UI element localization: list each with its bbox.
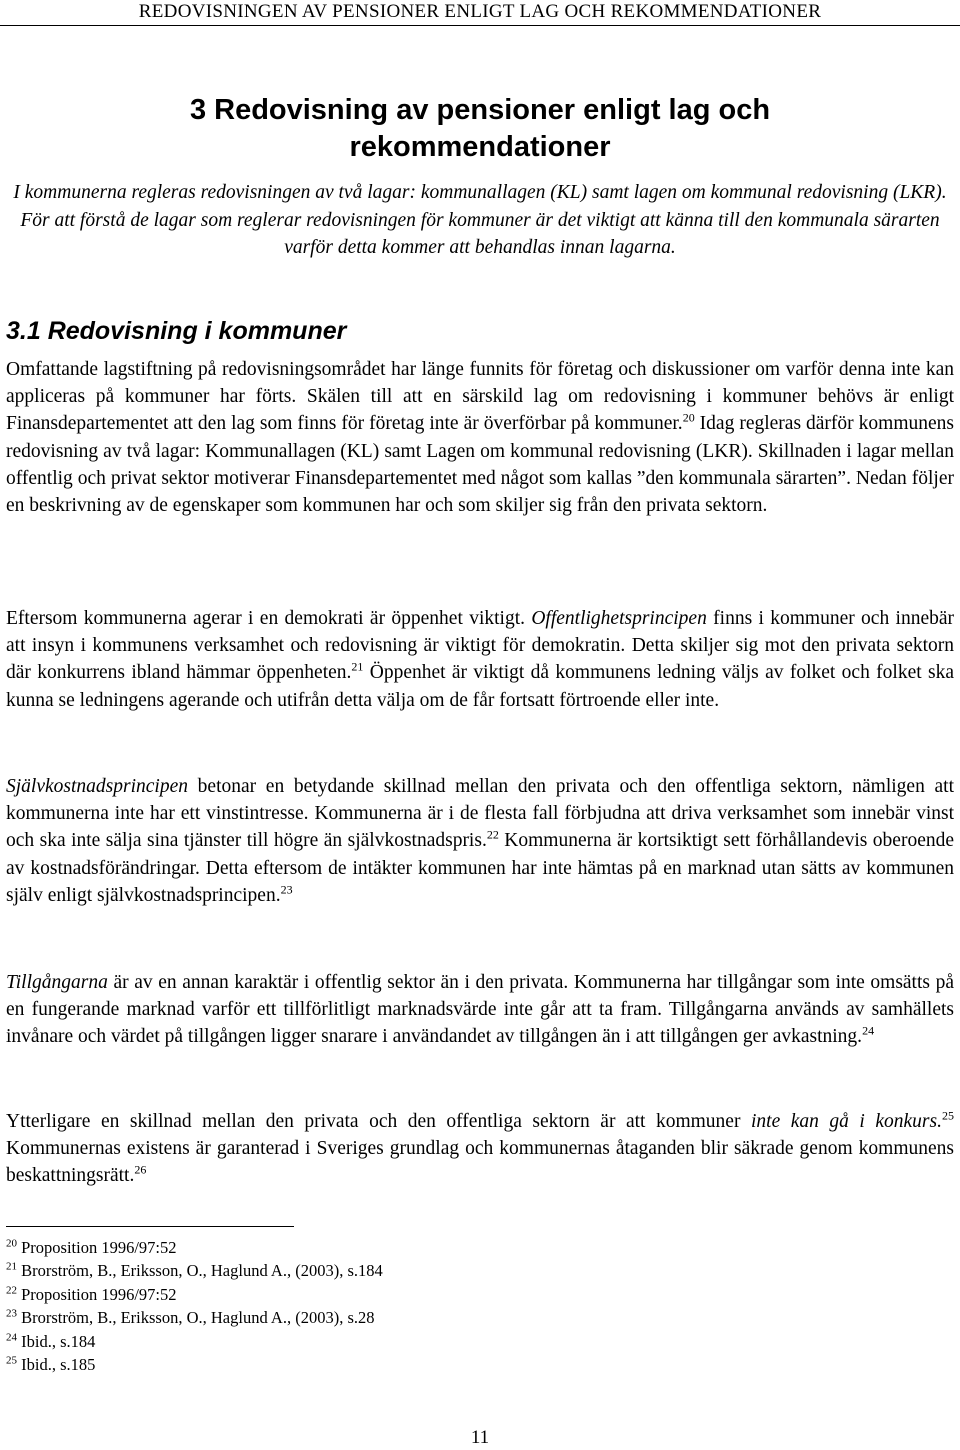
footnote xyxy=(6,1236,906,1259)
footnote-number: 23 xyxy=(6,1307,17,1320)
paragraph-text: finns i kommuner och innebär att insyn i kommunens verksamhet och redovisning är viktigt för demokratin. Detta skiljer sig mot den privata sektorn där konkurrens ibland hämmar öppenheten. xyxy=(6,608,955,684)
page-number: 11 xyxy=(470,1427,490,1448)
footnote-ref: 21 xyxy=(351,659,364,674)
footnote-number: 22 xyxy=(6,1284,17,1297)
footnote-text: Brorström, B., Eriksson, O., Haglund A., (2003), s.28 xyxy=(17,1308,375,1328)
paragraph-bankruptcy xyxy=(6,1108,954,1190)
footnote-ref: 25 xyxy=(941,1108,954,1123)
footnote-ref: 24 xyxy=(862,1023,875,1038)
chapter-title-line-2: rekommendationer xyxy=(349,131,611,163)
footnote-ref: 23 xyxy=(280,882,293,897)
paragraph-text: Eftersom kommunerna agerar i en demokrati är öppenhet viktigt. xyxy=(6,608,532,629)
footnote-text: Ibid., s.185 xyxy=(17,1355,96,1375)
footnote-ref: 26 xyxy=(134,1162,147,1177)
paragraph-text: Omfattande lagstiftning på redovisningsområdet har länge funnits för företag och diskussioner om varför denna inte kan appliceras på kommuner har förts. Skälen till att en särskild lag om redovisning i kommuner behövs är enligt Finansdepartementet att den lag som finns för företag inte är överförbar på kommuner. xyxy=(6,359,954,435)
footnote-text: Proposition 1996/97:52 xyxy=(17,1284,177,1304)
footnote-text: Proposition 1996/97:52 xyxy=(17,1238,177,1257)
chapter-intro: I kommunerna regleras redovisningen av två lagar: kommunallagen (KL) samt lagen om kommunal redovisning (LKR). För att förstå de lagar som reglerar redovisningen för kommuner är det viktigt att känna till den kommunala särarten varför detta kommer att behandlas innan lagarna. xyxy=(13,182,947,258)
chapter-title xyxy=(80,92,880,166)
paragraph-text: Kommunernas existens är garanterad i Sveriges grundlag och kommunernas åtaganden blir säkrade genom kommunens beskattningsrätt. xyxy=(6,1138,954,1187)
paragraph-assets xyxy=(6,969,954,1051)
footnote-text: Ibid., s.184 xyxy=(17,1331,96,1351)
footnote xyxy=(6,1330,906,1353)
footnote-number: 20 xyxy=(6,1237,17,1250)
footnote-list xyxy=(6,1236,906,1376)
footnote-text: Brorström, B., Eriksson, O., Haglund A., (2003), s.184 xyxy=(17,1261,383,1281)
footnote-ref: 20 xyxy=(682,410,695,425)
chapter-title-line-1: 3 Redovisning av pensioner enligt lag och xyxy=(189,94,771,126)
paragraph-cost-principle xyxy=(6,773,954,909)
emphasized-term: Självkostnadsprincipen xyxy=(6,776,188,797)
paragraph-text: är av en annan karaktär i offentlig sektor än i den privata. Kommunerna har tillgångar som inte omsätts på en fungerande marknad varför ett tillförlitligt marknadsvärde inte går att ta fram. Tillgångarna används av samhällets invånare och värdet på tillgången ligger snarare i användandet av tillgången än i att tillgången ger avkastning. xyxy=(6,972,954,1048)
footnote-separator xyxy=(6,1226,294,1227)
emphasized-term: inte kan gå i konkurs. xyxy=(750,1111,942,1132)
footnote-ref: 22 xyxy=(486,827,499,842)
paragraph-text: Kommunerna är kortsiktigt sett förhållandevis oberoende av kostnadsförändringar. Detta eftersom de intäkter kommunen har inte hämtas på en marknad utan sätts av kommunen själv enligt självkostnadsprincipen. xyxy=(6,830,955,906)
running-header: REDOVISNINGEN AV PENSIONER ENLIGT LAG OCH REKOMMENDATIONER xyxy=(0,0,960,26)
emphasized-term: Tillgångarna xyxy=(6,972,108,993)
paragraph-text: Öppenhet är viktigt då kommunens ledning väljs av folket och folket ska kunna se ledningens agerande och utifrån detta välja om de får fortsatt förtroende eller inte. xyxy=(6,662,954,711)
paragraph-special-law xyxy=(6,356,954,519)
footnote-number: 21 xyxy=(6,1260,17,1273)
emphasized-term: Offentlighetsprincipen xyxy=(531,608,707,629)
paragraph-text: Ytterligare en skillnad mellan den privata och den offentliga sektorn är att kommuner xyxy=(6,1111,751,1132)
footnote xyxy=(6,1283,906,1306)
paragraph-text: betonar en betydande skillnad mellan den privata och den offentliga sektorn, nämligen att kommunerna inte har ett vinstintresse. Kommunerna är i de flesta fall förbjudna att driva verksamhet som innebär vinst och ska inte sälja sina tjänster till högre än självkostnadspris. xyxy=(6,776,954,852)
paragraph-openness xyxy=(6,605,954,714)
footnote xyxy=(6,1259,906,1282)
footnote xyxy=(6,1306,906,1329)
footnote-number: 24 xyxy=(6,1331,17,1344)
section-title: 3.1 Redovisning i kommuner xyxy=(6,317,347,345)
footnote-number: 25 xyxy=(6,1354,17,1367)
footnote xyxy=(6,1353,906,1376)
paragraph-text: Idag regleras därför kommunens redovisning av två lagar: Kommunallagen (KL) samt Lagen om kommunal redovisning (LKR). Skillnaden i lagar mellan offentlig och privat sektor motiverar Finansdepartementet med något som kallas ”den kommunala särarten”. Nedan följer en beskrivning av de egenskaper som kommunen har och som skiljer sig från den privata sektorn. xyxy=(6,413,954,517)
